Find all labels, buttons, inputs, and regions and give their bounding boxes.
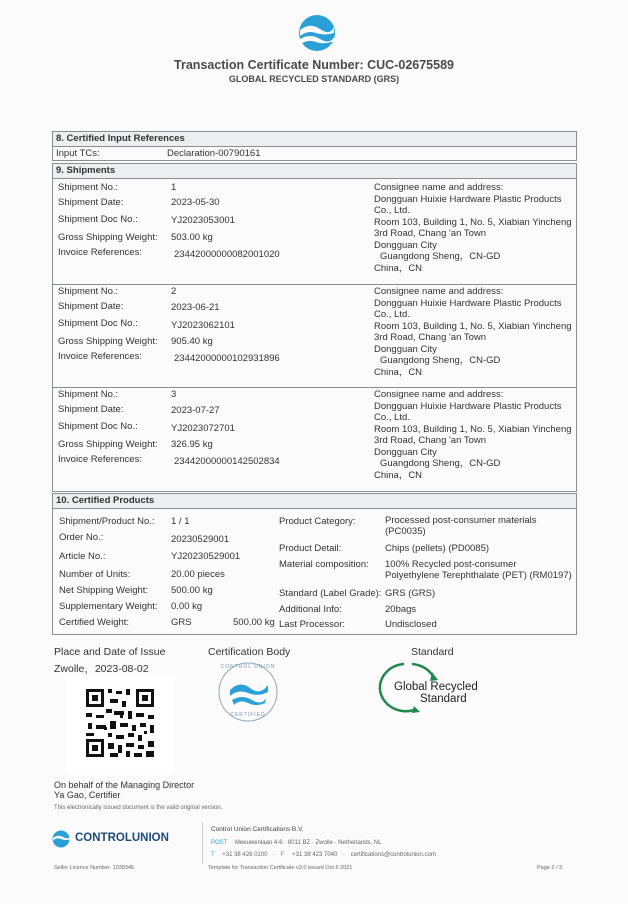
shipment-doc: YJ2023072701 <box>171 423 235 434</box>
consignee-addr-1: Room 103, Building 1, No. 5, Xiabian Yincheng <box>374 320 572 332</box>
grs-logo-line-2: Standard <box>420 693 467 705</box>
shipment-doc-label: Shipment Doc No.: <box>58 421 138 432</box>
units: 20.00 pieces <box>171 569 225 580</box>
shipment-doc: YJ2023062101 <box>171 320 235 331</box>
place-date-label: Place and Date of Issue <box>54 646 166 658</box>
shipment-date-label: Shipment Date: <box>58 404 124 415</box>
consignee-addr-2: 3rd Road, Chang 'an Town <box>374 332 487 343</box>
shipment-weight: 905.40 kg <box>171 336 213 347</box>
consignee-address <box>374 182 574 274</box>
invoice-label: Invoice References: <box>58 247 142 258</box>
footer-page: Page 2 / 3 <box>537 865 563 871</box>
invoice-ref: 23442000000142502834 <box>174 456 280 467</box>
invoice-ref: 23442000000102931896 <box>174 353 280 364</box>
detail: Chips (pellets) (PD0085) <box>385 543 490 554</box>
shipment-date-label: Shipment Date: <box>58 301 124 312</box>
article-no: YJ20230529001 <box>171 551 241 562</box>
input-tcs-label: Input TCs: <box>56 148 100 159</box>
shipment-no: 1 <box>171 182 177 193</box>
signer-name: Ya Gao, Certifier <box>54 790 121 800</box>
grs-logo-line-1: Global Recycled <box>394 681 478 693</box>
consignee-name-1: Dongguan Huixie Hardware Plastic Products <box>374 297 562 309</box>
consignee-name-2: Co., Ltd. <box>374 205 410 216</box>
footer-f-label: F <box>280 852 285 858</box>
consignee-addr-1: Room 103, Building 1, No. 5, Xiabian Yincheng <box>374 216 572 228</box>
order-label: Order No.: <box>59 532 104 543</box>
shipment-2 <box>53 282 576 385</box>
product-no: 1 / 1 <box>171 516 190 527</box>
shipment-weight-label: Gross Shipping Weight: <box>58 232 158 243</box>
certification-body-label: Certification Body <box>208 646 291 658</box>
footer-licence: Seller Licence Number: 1038346 <box>54 865 135 871</box>
processor-label: Last Processor: <box>279 619 345 630</box>
shipment-weight-label: Gross Shipping Weight: <box>58 439 158 450</box>
consignee-name-2: Co., Ltd. <box>374 309 410 320</box>
page-subtitle: GLOBAL RECYCLED STANDARD (GRS) <box>228 74 400 84</box>
order-no: 20230529001 <box>171 534 230 545</box>
units-label: Number of Units: <box>59 569 131 580</box>
certification-seal <box>216 660 280 724</box>
shipment-no-label: Shipment No.: <box>58 182 119 193</box>
consignee-city: Dongguan City <box>374 446 437 458</box>
consignee-label: Consignee name and address: <box>374 182 504 193</box>
footer-template: Template for Transaction Certificate v3.0 issued Oct 6 2021 <box>208 865 353 871</box>
consignee-province: Guangdong Sheng，CN-GD <box>380 251 501 262</box>
net-weight: 500.00 kg <box>171 585 213 596</box>
category <box>385 515 537 537</box>
shipment-no-label: Shipment No.: <box>58 286 119 297</box>
shipment-date: 2023-06-21 <box>171 302 220 313</box>
shipment-doc-label: Shipment Doc No.: <box>58 214 138 225</box>
grs-logo <box>374 660 496 714</box>
footer-dot: · <box>343 852 346 858</box>
info-label: Additional Info: <box>279 604 342 615</box>
footer-phone: +31 38 426 0100 <box>222 852 268 858</box>
shipment-weight: 503.00 kg <box>171 232 213 243</box>
consignee-name-1: Dongguan Huixie Hardware Plastic Products <box>374 193 562 205</box>
shipment-no: 2 <box>171 286 177 297</box>
supp-weight-label: Supplementary Weight: <box>59 601 158 612</box>
consignee-country: China，CN <box>374 469 423 481</box>
footer-dot: · <box>273 852 276 858</box>
consignee-name-1: Dongguan Huixie Hardware Plastic Products <box>374 400 562 412</box>
consignee-city: Dongguan City <box>374 343 437 355</box>
footer-post-address: Meeuwenlaan 4-6 · 8011 BZ · Zwolle · Netherlands, NL <box>234 840 382 846</box>
shipment-date: 2023-07-27 <box>171 405 220 416</box>
invoice-label: Invoice References: <box>58 351 142 362</box>
standard: GRS (GRS) <box>385 588 436 599</box>
consignee-province: Guangdong Sheng，CN-GD <box>380 355 501 366</box>
shipment-no-label: Shipment No.: <box>58 389 119 400</box>
section-10-heading: 10. Certified Products <box>53 494 576 509</box>
section-10-certified-products <box>52 493 577 635</box>
page-title: Transaction Certificate Number: CUC-02675589 <box>174 58 454 72</box>
cert-standard: GRS <box>171 617 192 628</box>
shipment-doc: YJ2023053001 <box>171 215 235 226</box>
control-union-logo <box>298 14 336 52</box>
material-line-2: Polyethylene Terephthalate (PET) (RM0197) <box>385 570 572 581</box>
consignee-country: China，CN <box>374 262 423 274</box>
footer-divider <box>202 822 203 864</box>
consignee-addr-2: 3rd Road, Chang 'an Town <box>374 228 487 239</box>
footer-contact <box>211 852 436 858</box>
consignee-addr-1: Room 103, Building 1, No. 5, Xiabian Yincheng <box>374 423 572 435</box>
place-date: Zwolle，2023-08-02 <box>54 663 149 675</box>
standard-heading: Standard <box>411 646 454 658</box>
detail-label: Product Detail: <box>279 543 342 554</box>
shipment-weight: 326.95 kg <box>171 439 213 450</box>
supp-weight: 0.00 kg <box>171 601 203 612</box>
on-behalf-text: On behalf of the Managing Director <box>54 780 195 790</box>
section-8-heading: 8. Certified Input References <box>53 132 576 147</box>
consignee-country: China，CN <box>374 366 423 378</box>
input-tcs-value: Declaration-00790161 <box>167 148 261 159</box>
shipment-doc-label: Shipment Doc No.: <box>58 318 138 329</box>
footer-brand-text: CONTROLUNION <box>75 832 169 844</box>
seal-top-text: CONTROL UNION <box>220 664 276 670</box>
category-line-1: Processed post-consumer materials <box>385 515 537 526</box>
consignee-province: Guangdong Sheng，CN-GD <box>380 458 501 469</box>
section-9-shipments <box>52 163 577 492</box>
footer-fax: +31 38 423 7040 <box>292 852 338 858</box>
cert-weight-label: Certified Weight: <box>59 617 130 628</box>
shipment-weight-label: Gross Shipping Weight: <box>58 336 158 347</box>
category-label: Product Category: <box>279 516 356 527</box>
shipment-date: 2023-05-30 <box>171 197 220 208</box>
electronic-note: This electronically issued document is the valid original version. <box>54 805 223 811</box>
shipment-1 <box>53 179 576 282</box>
invoice-ref: 23442000000082001020 <box>174 249 280 260</box>
consignee-label: Consignee name and address: <box>374 389 504 400</box>
standard-label: Standard (Label Grade): <box>279 588 382 599</box>
product-no-label: Shipment/Product No.: <box>59 516 155 527</box>
footer-email[interactable]: certifications@controlunion.com <box>350 852 436 858</box>
invoice-label: Invoice References: <box>58 454 142 465</box>
net-weight-label: Net Shipping Weight: <box>59 585 149 596</box>
section-8-certified-input <box>52 131 577 161</box>
footer-t-label: T <box>211 852 215 858</box>
consignee-label: Consignee name and address: <box>374 286 504 297</box>
consignee-address <box>374 286 574 378</box>
seal-bottom-text: CERTIFIED <box>230 712 266 718</box>
material <box>385 559 572 581</box>
footer-company: Control Union Certifications B.V. <box>211 826 304 833</box>
material-line-1: 100% Recycled post-consumer <box>385 559 517 570</box>
consignee-addr-2: 3rd Road, Chang 'an Town <box>374 435 487 446</box>
qr-code <box>66 675 174 775</box>
shipment-date-label: Shipment Date: <box>58 197 124 208</box>
article-label: Article No.: <box>59 551 106 562</box>
consignee-city: Dongguan City <box>374 239 437 251</box>
category-line-2: (PC0035) <box>385 526 426 537</box>
shipment-3 <box>53 386 576 489</box>
footer-post <box>211 840 382 846</box>
shipment-no: 3 <box>171 389 177 400</box>
cert-weight: 500.00 kg <box>233 617 275 628</box>
section-9-heading: 9. Shipments <box>53 164 576 179</box>
processor: Undisclosed <box>385 619 437 630</box>
footer-post-label: POST <box>211 840 228 846</box>
consignee-address <box>374 389 574 481</box>
consignee-name-2: Co., Ltd. <box>374 412 410 423</box>
material-label: Material composition: <box>279 559 369 570</box>
info: 20bags <box>385 604 417 615</box>
